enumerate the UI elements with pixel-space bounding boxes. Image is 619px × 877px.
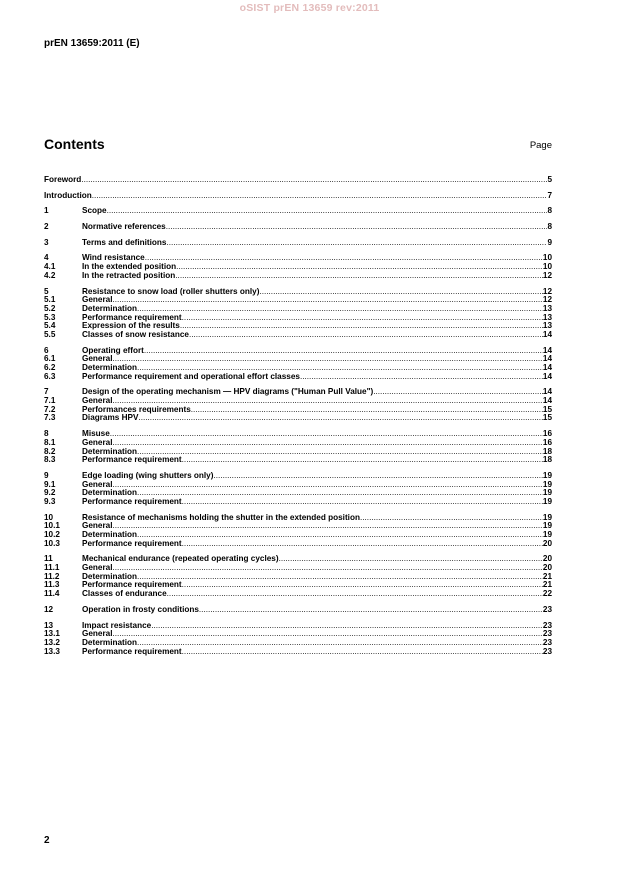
- toc-leader-dots: [137, 305, 543, 314]
- toc-leader-dots: [180, 322, 543, 331]
- toc-entry[interactable]: [44, 288, 552, 297]
- toc-group: [44, 472, 552, 507]
- toc-leader-dots: [137, 639, 543, 648]
- toc-entry-title: General: [82, 396, 113, 406]
- toc-entry-number: 10.3: [44, 538, 60, 548]
- toc-entry-number: 9.2: [44, 488, 56, 498]
- toc-entry-number: 11: [44, 554, 53, 564]
- toc-entry-title: Determination: [82, 363, 138, 372]
- toc-entry-number: 11.1: [44, 563, 60, 573]
- toc-entry-page: 10: [542, 253, 552, 263]
- toc-group: [44, 207, 552, 216]
- toc-entry-page: 14: [542, 329, 552, 339]
- toc-entry-number: 9: [44, 470, 49, 480]
- toc-entry-page: 19: [542, 496, 552, 506]
- toc-entry-number: 6.1: [44, 354, 56, 364]
- toc-entry-title: Resistance to snow load (roller shutters only): [82, 286, 260, 296]
- toc-entry[interactable]: [44, 540, 552, 549]
- toc-leader-dots: [167, 590, 543, 599]
- toc-entry-number: 6: [44, 345, 49, 355]
- toc-leader-dots: [166, 239, 547, 248]
- toc-entry[interactable]: [44, 622, 552, 631]
- toc-entry-title: Expression of the results: [82, 321, 180, 331]
- toc-entry-page: 8: [547, 222, 552, 232]
- page-column-label: Page: [529, 140, 552, 151]
- toc-entry[interactable]: [44, 272, 552, 281]
- toc-entry-title: Resistance of mechanisms holding the shutter in the extended position: [82, 512, 360, 522]
- toc-group: [44, 622, 552, 657]
- toc-leader-dots: [373, 388, 543, 397]
- toc-entry-title: Performance requirement: [82, 312, 182, 322]
- toc-entry-title: Performance requirement: [82, 496, 182, 506]
- toc-entry-number: 5.1: [44, 295, 56, 305]
- toc-entry-number: 6.3: [44, 371, 56, 381]
- toc-leader-dots: [182, 648, 543, 657]
- toc-entry-title: Foreword: [44, 175, 82, 184]
- toc-entry-number: 5.3: [44, 312, 56, 322]
- toc-entry[interactable]: [44, 555, 552, 564]
- toc-entry-title: Classes of endurance: [82, 589, 167, 599]
- toc-entry-title: Design of the operating mechanism — HPV diagrams ("Human Pull Value"): [82, 387, 374, 397]
- toc-entry-number: 8.2: [44, 446, 56, 456]
- toc-leader-dots: [259, 288, 542, 297]
- toc-leader-dots: [113, 296, 543, 305]
- toc-entry-title: Determination: [82, 446, 138, 456]
- toc-leader-dots: [175, 272, 543, 281]
- toc-leader-dots: [279, 555, 543, 564]
- toc-leader-dots: [144, 347, 543, 356]
- toc-entry-page: 16: [542, 437, 552, 447]
- toc-entry-title: Terms and definitions: [82, 237, 167, 247]
- toc-entry-number: 13.2: [44, 637, 60, 647]
- toc-entry-number: 5.4: [44, 321, 56, 331]
- toc-group: [44, 176, 552, 185]
- toc-leader-dots: [113, 481, 543, 490]
- toc-group: [44, 606, 552, 615]
- toc-entry-number: 7.2: [44, 404, 56, 414]
- toc-entry-title: General: [82, 563, 113, 573]
- toc-entry-number: 4: [44, 253, 49, 263]
- toc-group: [44, 388, 552, 423]
- toc-leader-dots: [151, 622, 543, 631]
- toc-entry-title: Mechanical endurance (repeated operating cycles): [82, 554, 279, 564]
- toc-entry-number: 10: [44, 512, 54, 522]
- toc-entry-title: In the extended position: [82, 262, 177, 272]
- toc-leader-dots: [81, 176, 547, 185]
- toc-leader-dots: [113, 630, 543, 639]
- toc-entry-title: Performance requirement: [82, 646, 182, 656]
- toc-entry[interactable]: [44, 373, 552, 382]
- toc-entry-page: 13: [542, 312, 552, 322]
- toc-leader-dots: [213, 472, 542, 481]
- toc-leader-dots: [182, 540, 543, 549]
- toc-entry-title: Introduction: [44, 190, 92, 200]
- toc-group: [44, 288, 552, 340]
- toc-entry-title: General: [82, 629, 113, 639]
- toc-leader-dots: [191, 406, 543, 415]
- toc-entry-page: 12: [542, 286, 552, 296]
- toc-entry-page: 19: [542, 530, 552, 539]
- toc-entry-number: 12: [44, 604, 54, 614]
- toc-entry-title: Impact resistance: [82, 620, 152, 630]
- toc-group: [44, 514, 552, 549]
- toc-entry-page: 21: [542, 580, 552, 590]
- toc-leader-dots: [182, 456, 543, 465]
- toc-leader-dots: [92, 192, 548, 201]
- toc-entry-page: 7: [547, 190, 552, 200]
- toc-entry-title: General: [82, 295, 113, 305]
- toc-entry-number: 8.1: [44, 437, 56, 447]
- toc-entry-number: 1: [44, 206, 49, 216]
- toc-entry-number: 8.3: [44, 455, 56, 465]
- toc-entry-number: 11.3: [44, 580, 60, 590]
- toc-entry-page: 23: [542, 604, 552, 614]
- toc-entry-number: 5.5: [44, 329, 56, 339]
- toc-leader-dots: [300, 373, 543, 382]
- toc-entry[interactable]: [44, 514, 552, 523]
- toc-entry-page: 23: [542, 629, 552, 639]
- toc-leader-dots: [113, 522, 543, 531]
- toc-entry[interactable]: [44, 590, 552, 599]
- toc-entry[interactable]: [44, 239, 552, 248]
- toc-group: [44, 254, 552, 280]
- toc-entry-title: Scope: [82, 206, 107, 216]
- toc-entry-number: 7.1: [44, 396, 56, 406]
- toc-entry-title: Operating effort: [82, 345, 144, 355]
- toc-entry-title: Operation in frosty conditions: [82, 604, 199, 614]
- toc-group: [44, 239, 552, 248]
- toc-entry-page: 10: [542, 262, 552, 272]
- toc-leader-dots: [199, 606, 543, 615]
- toc-entry-number: 9.1: [44, 479, 56, 489]
- toc-entry-page: 14: [542, 387, 552, 397]
- toc-entry-title: General: [82, 479, 113, 489]
- toc-entry[interactable]: [44, 347, 552, 356]
- toc-leader-dots: [110, 430, 543, 439]
- toc-entry[interactable]: [44, 606, 552, 615]
- toc-leader-dots: [182, 314, 543, 323]
- toc-entry[interactable]: [44, 430, 552, 439]
- toc-entry-page: 14: [542, 354, 552, 364]
- toc-entry[interactable]: [44, 192, 552, 201]
- toc-entry[interactable]: [44, 207, 552, 216]
- toc-entry-page: 8: [547, 206, 552, 216]
- toc-entry-title: Performance requirement and operational effort classes: [82, 371, 300, 381]
- toc-entry-title: Misuse: [82, 429, 110, 439]
- toc-entry-page: 19: [542, 488, 552, 498]
- toc-entry-page: 19: [542, 512, 552, 522]
- toc-entry-title: Determination: [82, 303, 138, 313]
- toc-entry-page: 12: [542, 295, 552, 305]
- toc-leader-dots: [107, 207, 548, 216]
- toc-entry[interactable]: [44, 331, 552, 340]
- toc-entry-number: 10.1: [44, 521, 60, 531]
- toc-leader-dots: [166, 223, 548, 232]
- toc-entry-page: 23: [542, 637, 552, 647]
- toc-entry[interactable]: [44, 498, 552, 507]
- toc-entry[interactable]: [44, 388, 552, 397]
- toc-leader-dots: [137, 489, 543, 498]
- toc-entry-number: 8: [44, 429, 49, 439]
- toc-entry-page: 18: [542, 455, 552, 465]
- toc-entry-title: Wind resistance: [82, 253, 145, 263]
- toc-entry-title: General: [82, 437, 113, 447]
- toc-entry[interactable]: [44, 456, 552, 465]
- toc-entry[interactable]: [44, 176, 552, 185]
- toc-entry-number: 13.3: [44, 646, 60, 656]
- toc-entry-page: 13: [542, 321, 552, 331]
- toc-entry-number: 2: [44, 222, 49, 232]
- toc-leader-dots: [113, 355, 543, 364]
- toc-entry-number: 4.1: [44, 262, 56, 272]
- toc-entry-number: 5.2: [44, 303, 56, 313]
- toc-entry-page: 14: [542, 363, 552, 372]
- toc-group: [44, 555, 552, 598]
- toc-entry-title: Performance requirement: [82, 455, 182, 465]
- toc-entry-page: 20: [542, 563, 552, 573]
- toc-entry[interactable]: [44, 472, 552, 481]
- toc-leader-dots: [360, 514, 543, 523]
- toc-entry-number: 13.1: [44, 629, 60, 639]
- toc-entry-number: 13: [44, 620, 54, 630]
- toc-entry-title: General: [82, 354, 113, 364]
- toc-group: [44, 192, 552, 201]
- toc-entry-number: 11.4: [44, 589, 60, 599]
- toc-entry-page: 20: [542, 538, 552, 548]
- toc-leader-dots: [137, 531, 543, 540]
- toc-entry-title: Normative references: [82, 222, 166, 232]
- toc-entry-page: 23: [542, 646, 552, 656]
- toc-entry-title: Determination: [82, 637, 138, 647]
- toc-entry-page: 13: [542, 303, 552, 313]
- toc-entry-page: 14: [542, 371, 552, 381]
- toc-entry-page: 23: [542, 620, 552, 630]
- toc-entry-page: 16: [542, 429, 552, 439]
- toc-entry[interactable]: [44, 648, 552, 657]
- watermark: oSIST prEN 13659 rev:2011: [239, 2, 380, 14]
- toc-leader-dots: [137, 448, 543, 457]
- toc-entry-title: Performance requirement: [82, 538, 182, 548]
- toc-leader-dots: [182, 498, 543, 507]
- toc-entry-number: 11.2: [44, 571, 60, 581]
- toc-group: [44, 430, 552, 465]
- page-number: 2: [44, 835, 50, 846]
- toc-leader-dots: [113, 564, 543, 573]
- toc-entry-page: 19: [542, 479, 552, 489]
- toc-entry-page: 15: [542, 413, 552, 423]
- table-of-contents: [44, 176, 552, 663]
- toc-entry-page: 9: [547, 237, 552, 247]
- toc-entry-number: 6.2: [44, 363, 56, 372]
- toc-leader-dots: [137, 573, 543, 582]
- toc-entry-number: 9.3: [44, 496, 56, 506]
- toc-leader-dots: [138, 414, 542, 423]
- toc-entry-title: Performances requirements: [82, 404, 191, 414]
- toc-leader-dots: [113, 439, 543, 448]
- toc-group: [44, 223, 552, 232]
- toc-entry-number: 4.2: [44, 270, 56, 280]
- toc-entry-title: Classes of snow resistance: [82, 329, 189, 339]
- toc-entry-page: 18: [542, 446, 552, 456]
- toc-leader-dots: [182, 581, 543, 590]
- toc-entry-page: 22: [542, 589, 552, 599]
- toc-entry[interactable]: [44, 414, 552, 423]
- toc-entry-page: 12: [542, 270, 552, 280]
- toc-entry-number: 5: [44, 286, 49, 296]
- toc-entry-page: 15: [542, 404, 552, 414]
- contents-title: Contents: [44, 136, 105, 152]
- toc-entry-page: 19: [542, 521, 552, 531]
- toc-entry-title: Diagrams HPV: [82, 413, 139, 423]
- toc-entry-title: Edge loading (wing shutters only): [82, 470, 214, 480]
- toc-entry-number: 7.3: [44, 413, 56, 423]
- toc-entry-page: 19: [542, 470, 552, 480]
- toc-entry-title: Determination: [82, 488, 138, 498]
- toc-entry-number: 3: [44, 237, 49, 247]
- toc-entry-page: 14: [542, 345, 552, 355]
- toc-entry-page: 14: [542, 396, 552, 406]
- toc-group: [44, 347, 552, 382]
- toc-entry-title: Determination: [82, 530, 138, 539]
- toc-leader-dots: [189, 331, 543, 340]
- toc-entry-title: General: [82, 521, 113, 531]
- toc-entry-title: Performance requirement: [82, 580, 182, 590]
- toc-entry-title: Determination: [82, 571, 138, 581]
- toc-leader-dots: [145, 254, 543, 263]
- toc-leader-dots: [176, 263, 543, 272]
- toc-entry-page: 5: [547, 175, 552, 184]
- toc-entry[interactable]: [44, 223, 552, 232]
- document-id: prEN 13659:2011 (E): [44, 38, 140, 49]
- toc-entry-page: 20: [542, 554, 552, 564]
- toc-entry-title: In the retracted position: [82, 270, 176, 280]
- toc-entry-number: 10.2: [44, 530, 60, 539]
- toc-entry-number: 7: [44, 387, 49, 397]
- toc-entry-page: 21: [542, 571, 552, 581]
